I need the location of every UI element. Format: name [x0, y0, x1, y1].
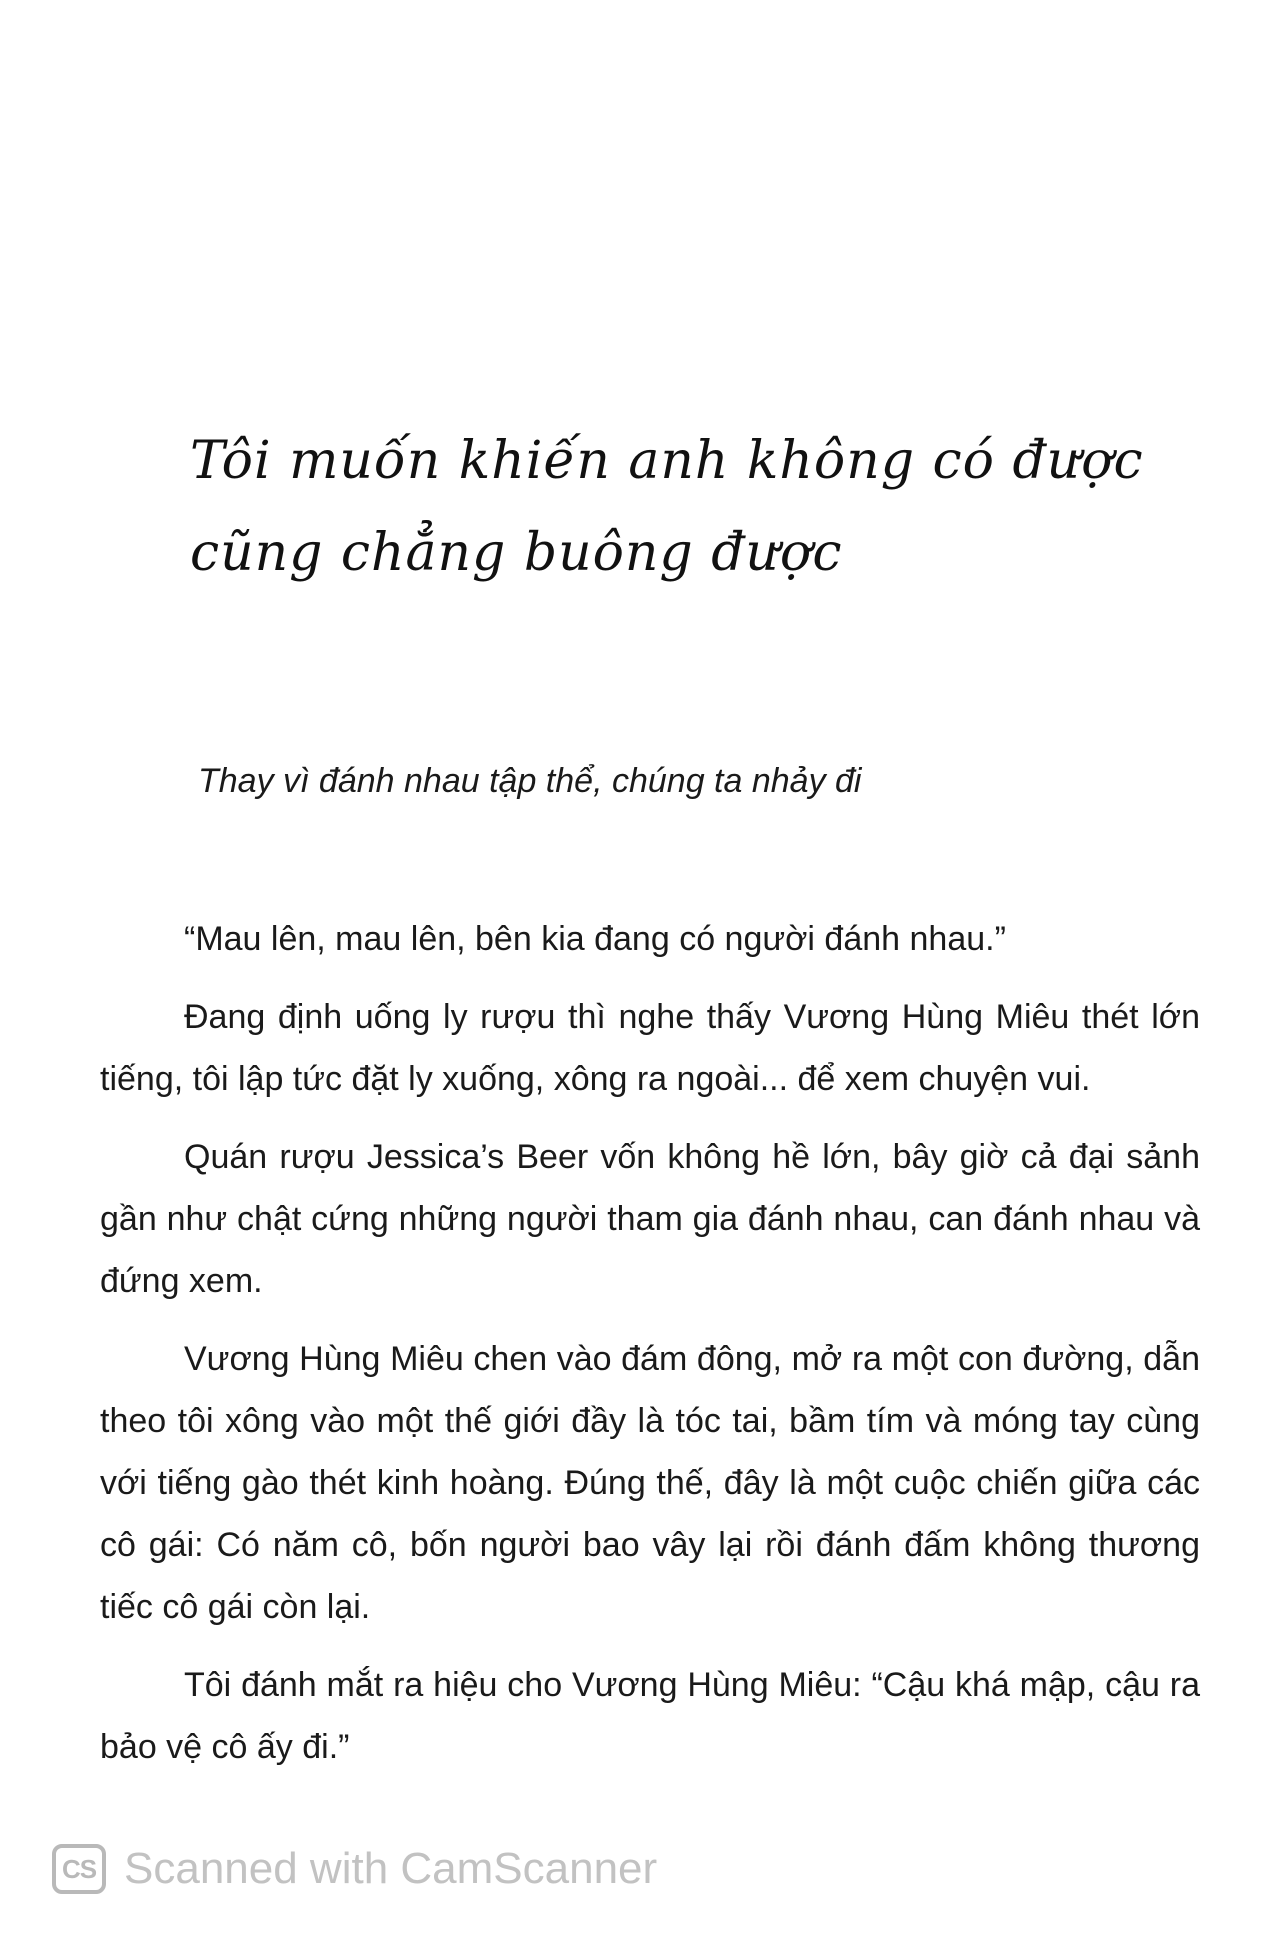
- body-text: [100, 908, 1200, 1794]
- section-subtitle: Thay vì đánh nhau tập thể, chúng ta nhảy đi: [198, 762, 862, 800]
- camscanner-watermark: [52, 1844, 657, 1894]
- camscanner-logo-icon: CS: [52, 1844, 106, 1894]
- chapter-title-line-1: Tôi muốn khiến anh không có được: [190, 431, 1144, 491]
- chapter-title: [190, 415, 1144, 599]
- watermark-text: Scanned with CamScanner: [124, 1844, 658, 1893]
- paragraph: Đang định uống ly rượu thì nghe thấy Vương Hùng Miêu thét lớn tiếng, tôi lập tức đặt ly xuống, xông ra ngoài... để xem chuyện vui.: [100, 998, 1200, 1098]
- paragraph: Tôi đánh mắt ra hiệu cho Vương Hùng Miêu: “Cậu khá mập, cậu ra bảo vệ cô ấy đi.”: [100, 1666, 1200, 1766]
- paragraph: Vương Hùng Miêu chen vào đám đông, mở ra một con đường, dẫn theo tôi xông vào một thế giới đầy là tóc tai, bầm tím và móng tay cùng với tiếng gào thét kinh hoàng. Đúng thế, đây là một cuộc chiến giữa các cô gái: Có năm cô, bốn người bao vây lại rồi đánh đấm không thương tiếc cô gái còn lại.: [100, 1340, 1200, 1626]
- chapter-title-line-2: cũng chẳng buông được: [190, 523, 843, 583]
- paragraph: “Mau lên, mau lên, bên kia đang có người đánh nhau.”: [184, 920, 1006, 958]
- paragraph: Quán rượu Jessica’s Beer vốn không hề lớn, bây giờ cả đại sảnh gần như chật cứng những người tham gia đánh nhau, can đánh nhau và đứng xem.: [100, 1138, 1200, 1300]
